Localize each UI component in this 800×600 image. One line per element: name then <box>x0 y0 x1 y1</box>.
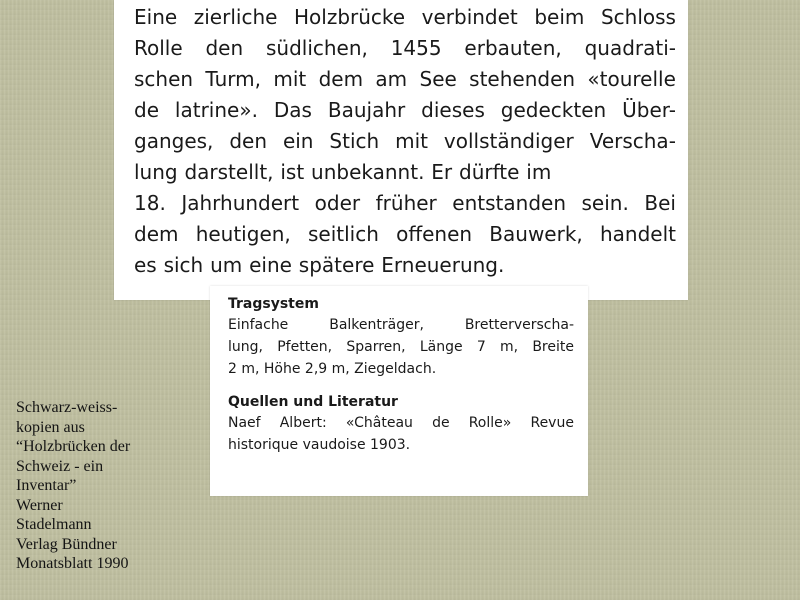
word: Balkenträger, <box>329 317 424 333</box>
word: südlichen, <box>265 36 368 60</box>
word: Bauwerk, <box>489 222 583 246</box>
word: Länge <box>419 339 463 355</box>
word: sein. <box>581 191 629 215</box>
word: früher <box>375 191 437 215</box>
word: oder <box>314 191 361 215</box>
word: Jahrhundert <box>181 191 300 215</box>
word: heutigen, <box>195 222 291 246</box>
caption-line: Schwarz-weiss- <box>16 399 118 416</box>
word: Schloss <box>600 5 676 29</box>
quellen-heading: Quellen und Literatur <box>228 394 398 410</box>
word: Rolle» <box>468 415 512 431</box>
word: Über- <box>622 98 676 122</box>
word: den <box>205 36 244 60</box>
word: 7 <box>476 339 486 355</box>
tragsystem-heading: Tragsystem <box>228 296 319 312</box>
word: quadrati- <box>584 36 676 60</box>
word: ganges, <box>134 129 214 153</box>
word: Holzbrücke <box>293 5 406 29</box>
word: offenen <box>396 222 473 246</box>
paragraph-line <box>134 95 676 126</box>
word: See <box>419 67 457 91</box>
quellen-line <box>228 412 574 434</box>
word: erbauten, <box>464 36 562 60</box>
paragraph-line <box>134 250 676 281</box>
word: Revue <box>530 415 574 431</box>
paragraph-line <box>134 2 676 33</box>
word: Eine <box>134 5 178 29</box>
word: zierliche <box>193 5 278 29</box>
word: entstanden <box>452 191 566 215</box>
word: 18. <box>134 191 166 215</box>
word: Verscha- <box>589 129 676 153</box>
source-caption <box>16 398 196 574</box>
word: dem <box>318 67 364 91</box>
quellen-line <box>228 434 574 456</box>
main-paragraph <box>134 2 676 281</box>
word: Turm, <box>205 67 261 91</box>
paragraph-line <box>134 126 676 157</box>
caption-line: Werner <box>16 496 63 514</box>
paragraph-line <box>134 157 676 188</box>
word: Bei <box>644 191 676 215</box>
tragsystem-line <box>228 358 574 380</box>
word: am <box>375 67 408 91</box>
word: Das <box>273 98 312 122</box>
word: handelt <box>599 222 676 246</box>
word: Baujahr <box>327 98 406 122</box>
word: verbindet <box>421 5 518 29</box>
word: ein <box>282 129 314 153</box>
word: stehenden <box>469 67 576 91</box>
word: Naef <box>228 415 261 431</box>
word: beim <box>534 5 585 29</box>
paragraph-line <box>134 64 676 95</box>
word: gedeckten <box>500 98 607 122</box>
word: historique vaudoise 1903. <box>228 437 411 453</box>
word: Sparren, <box>346 339 406 355</box>
paragraph-line <box>134 219 676 250</box>
word: seitlich <box>307 222 379 246</box>
caption-line: Stadelmann <box>16 516 92 533</box>
word: Pfetten, <box>277 339 333 355</box>
word: dieses <box>421 98 485 122</box>
word: Bretterverscha- <box>464 317 574 333</box>
caption-line: kopien aus <box>16 418 85 436</box>
paragraph-line <box>134 188 676 219</box>
tragsystem-line <box>228 314 574 336</box>
word: Breite <box>532 339 574 355</box>
technical-data-clipping <box>210 286 588 496</box>
word: Rolle <box>134 36 183 60</box>
word: lung darstellt, ist unbekannt. Er dürfte im <box>134 160 552 184</box>
caption-line: “Holzbrücken der <box>16 438 131 455</box>
paragraph-line <box>134 33 676 64</box>
caption-line: Monatsblatt 1990 <box>16 555 129 572</box>
main-text-clipping <box>114 0 688 300</box>
word: lung, <box>228 339 263 355</box>
caption-line: Schweiz - ein <box>16 457 104 475</box>
word: 1455 <box>390 36 442 60</box>
word: mit <box>273 67 307 91</box>
word: Albert: <box>279 415 327 431</box>
word: vollständiger <box>443 129 574 153</box>
word: «Château <box>345 415 413 431</box>
word: de <box>134 98 159 122</box>
caption-line: Verlag Bündner <box>16 535 117 553</box>
word: Einfache <box>228 317 289 333</box>
word: dem <box>134 222 179 246</box>
word: «tourelle <box>587 67 676 91</box>
word: mit <box>395 129 428 153</box>
word: de <box>432 415 450 431</box>
caption-line: Inventar” <box>16 477 77 494</box>
tragsystem-line <box>228 336 574 358</box>
word: es sich um eine spätere Erneuerung. <box>134 253 505 277</box>
word: Stich <box>329 129 380 153</box>
word: 2 m, Höhe 2,9 m, Ziegeldach. <box>228 361 437 377</box>
word: latrine». <box>174 98 258 122</box>
word: den <box>229 129 268 153</box>
word: m, <box>500 339 519 355</box>
word: schen <box>134 67 194 91</box>
